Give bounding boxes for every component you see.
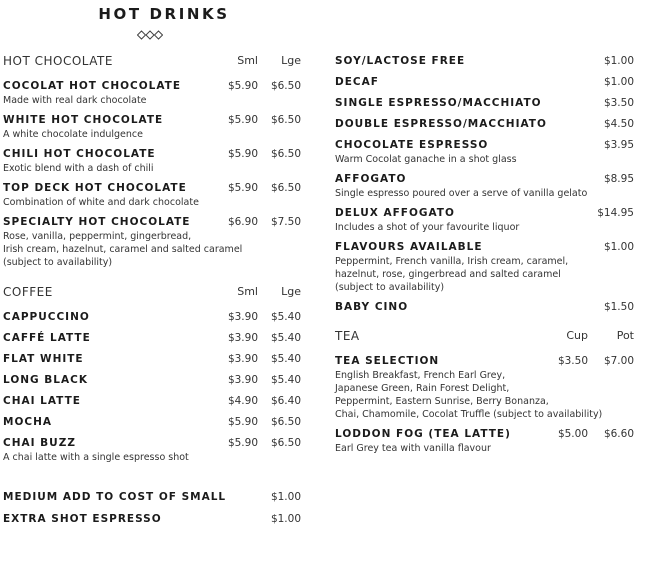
menu-item [3, 215, 301, 269]
price: $1.00 [603, 55, 634, 67]
price-large: $5.40 [270, 374, 301, 386]
menu-item [335, 117, 634, 132]
item-description: Japanese Green, Rain Forest Delight, [335, 383, 510, 394]
price-small: $5.90 [227, 437, 258, 449]
section-title: HOT CHOCOLATE [3, 54, 113, 68]
price-pot: $6.60 [603, 428, 634, 440]
column-cup-label: Cup [566, 329, 588, 342]
column-large-label: Lge [281, 54, 301, 67]
price: $1.00 [603, 76, 634, 88]
item-name: MOCHA [3, 416, 52, 428]
price: $3.50 [603, 97, 634, 109]
menu-item [3, 352, 301, 367]
item-name: MEDIUM ADD TO COST OF SMALL [3, 491, 227, 503]
item-name: DECAF [335, 76, 379, 88]
item-name: LODDON FOG (TEA LATTE) [335, 428, 511, 440]
item-name: TOP DECK HOT CHOCOLATE [3, 182, 187, 194]
item-name: CHOCOLATE ESPRESSO [335, 139, 489, 151]
menu-item [335, 240, 634, 294]
price-cup: $3.50 [557, 355, 588, 367]
column-small-label: Sml [237, 54, 258, 67]
price: $1.00 [603, 241, 634, 253]
left-column [3, 54, 301, 534]
item-name: CHAI BUZZ [3, 437, 76, 449]
tea-section [335, 329, 634, 455]
item-description: hazelnut, rose, gingerbread and salted caramel [335, 269, 561, 280]
item-description: Peppermint, French vanilla, Irish cream, caramel, [335, 256, 569, 267]
menu-item [335, 206, 634, 234]
item-name: DELUX AFFOGATO [335, 207, 455, 219]
item-name: LONG BLACK [3, 374, 88, 386]
price: $4.50 [603, 118, 634, 130]
menu-item [335, 354, 634, 421]
menu-item [3, 79, 301, 107]
item-name: CAPPUCCINO [3, 311, 90, 323]
item-name: COCOLAT HOT CHOCOLATE [3, 80, 182, 92]
item-name: CAFFÉ LATTE [3, 332, 91, 344]
diamond-ornament-icon [137, 30, 163, 40]
price: $3.95 [603, 139, 634, 151]
item-description: Made with real dark chocolate [3, 95, 147, 106]
menu-item [3, 147, 301, 175]
page-title: HOT DRINKS [98, 5, 230, 23]
coffee-header [3, 285, 301, 302]
menu-item [335, 138, 634, 166]
extras-list [3, 490, 301, 527]
menu-item [335, 96, 634, 111]
price: $14.95 [597, 207, 634, 219]
menu-item [3, 490, 301, 505]
price-large: $6.50 [270, 416, 301, 428]
menu-item [3, 113, 301, 141]
column-large-label: Lge [281, 285, 301, 298]
price-small: $5.90 [227, 416, 258, 428]
price-large: $5.40 [270, 311, 301, 323]
item-description: Rose, vanilla, peppermint, gingerbread, [3, 231, 192, 242]
item-name: AFFOGATO [335, 173, 407, 185]
menu-item [335, 172, 634, 200]
menu-item [3, 331, 301, 346]
menu-item [3, 373, 301, 388]
item-name: TEA SELECTION [335, 355, 440, 367]
item-description: Exotic blend with a dash of chili [3, 163, 154, 174]
price-cup: $5.00 [557, 428, 588, 440]
item-name: SPECIALTY HOT CHOCOLATE [3, 216, 191, 228]
item-description: (subject to availability) [335, 282, 445, 293]
price-large: $6.50 [270, 437, 301, 449]
menu-item [335, 427, 634, 455]
price: $1.00 [270, 513, 301, 525]
item-name: CHAI LATTE [3, 395, 81, 407]
price: $8.95 [603, 173, 634, 185]
item-name: WHITE HOT CHOCOLATE [3, 114, 164, 126]
price-small: $3.90 [227, 353, 258, 365]
item-name: FLAVOURS AVAILABLE [335, 241, 483, 253]
price: $1.50 [603, 301, 634, 313]
item-name: DOUBLE ESPRESSO/MACCHIATO [335, 118, 547, 130]
price-large: $7.50 [270, 216, 301, 228]
price-pot: $7.00 [603, 355, 634, 367]
price-small: $5.90 [227, 80, 258, 92]
price-small: $3.90 [227, 311, 258, 323]
item-description: Peppermint, Eastern Sunrise, Berry Bonanza, [335, 396, 549, 407]
item-name: SOY/LACTOSE FREE [335, 55, 466, 67]
right-column [335, 54, 634, 461]
price-large: $6.50 [270, 114, 301, 126]
menu-item [3, 415, 301, 430]
price-small: $5.90 [227, 148, 258, 160]
item-name: CHILI HOT CHOCOLATE [3, 148, 156, 160]
section-title: COFFEE [3, 285, 53, 299]
price-large: $5.40 [270, 332, 301, 344]
item-description: Includes a shot of your favourite liquor [335, 222, 520, 233]
menu-item [335, 300, 634, 315]
item-description: English Breakfast, French Earl Grey, [335, 370, 506, 381]
item-description: A white chocolate indulgence [3, 129, 143, 140]
menu-item [3, 436, 301, 464]
price-small: $5.90 [227, 114, 258, 126]
item-description: Single espresso poured over a serve of vanilla gelato [335, 188, 588, 199]
menu-item [3, 512, 301, 527]
price-small: $3.90 [227, 374, 258, 386]
price-large: $6.40 [270, 395, 301, 407]
price-small: $6.90 [227, 216, 258, 228]
item-description: Earl Grey tea with vanilla flavour [335, 443, 491, 454]
column-small-label: Sml [237, 285, 258, 298]
hot-chocolate-header [3, 54, 301, 71]
price-large: $6.50 [270, 182, 301, 194]
item-description: A chai latte with a single espresso shot [3, 452, 189, 463]
item-description: Combination of white and dark chocolate [3, 197, 199, 208]
item-description: Irish cream, hazelnut, caramel and salted caramel [3, 244, 243, 255]
item-description: Chai, Chamomile, Cocolat Truffle (subject to availability) [335, 409, 603, 420]
item-description: Warm Cocolat ganache in a shot glass [335, 154, 517, 165]
price-small: $3.90 [227, 332, 258, 344]
menu-item [335, 54, 634, 69]
item-name: SINGLE ESPRESSO/MACCHIATO [335, 97, 542, 109]
item-description: (subject to availability) [3, 257, 113, 268]
price: $1.00 [270, 491, 301, 503]
item-name: FLAT WHITE [3, 353, 84, 365]
price-small: $5.90 [227, 182, 258, 194]
price-small: $4.90 [227, 395, 258, 407]
price-large: $6.50 [270, 80, 301, 92]
item-name: BABY CINO [335, 301, 409, 313]
menu-item [335, 75, 634, 90]
tea-header [335, 329, 634, 346]
price-large: $5.40 [270, 353, 301, 365]
menu-item [3, 394, 301, 409]
section-title: TEA [335, 329, 360, 343]
item-name: EXTRA SHOT ESPRESSO [3, 513, 162, 525]
menu-item [3, 181, 301, 209]
menu-item [3, 310, 301, 325]
price-large: $6.50 [270, 148, 301, 160]
column-pot-label: Pot [616, 329, 634, 342]
